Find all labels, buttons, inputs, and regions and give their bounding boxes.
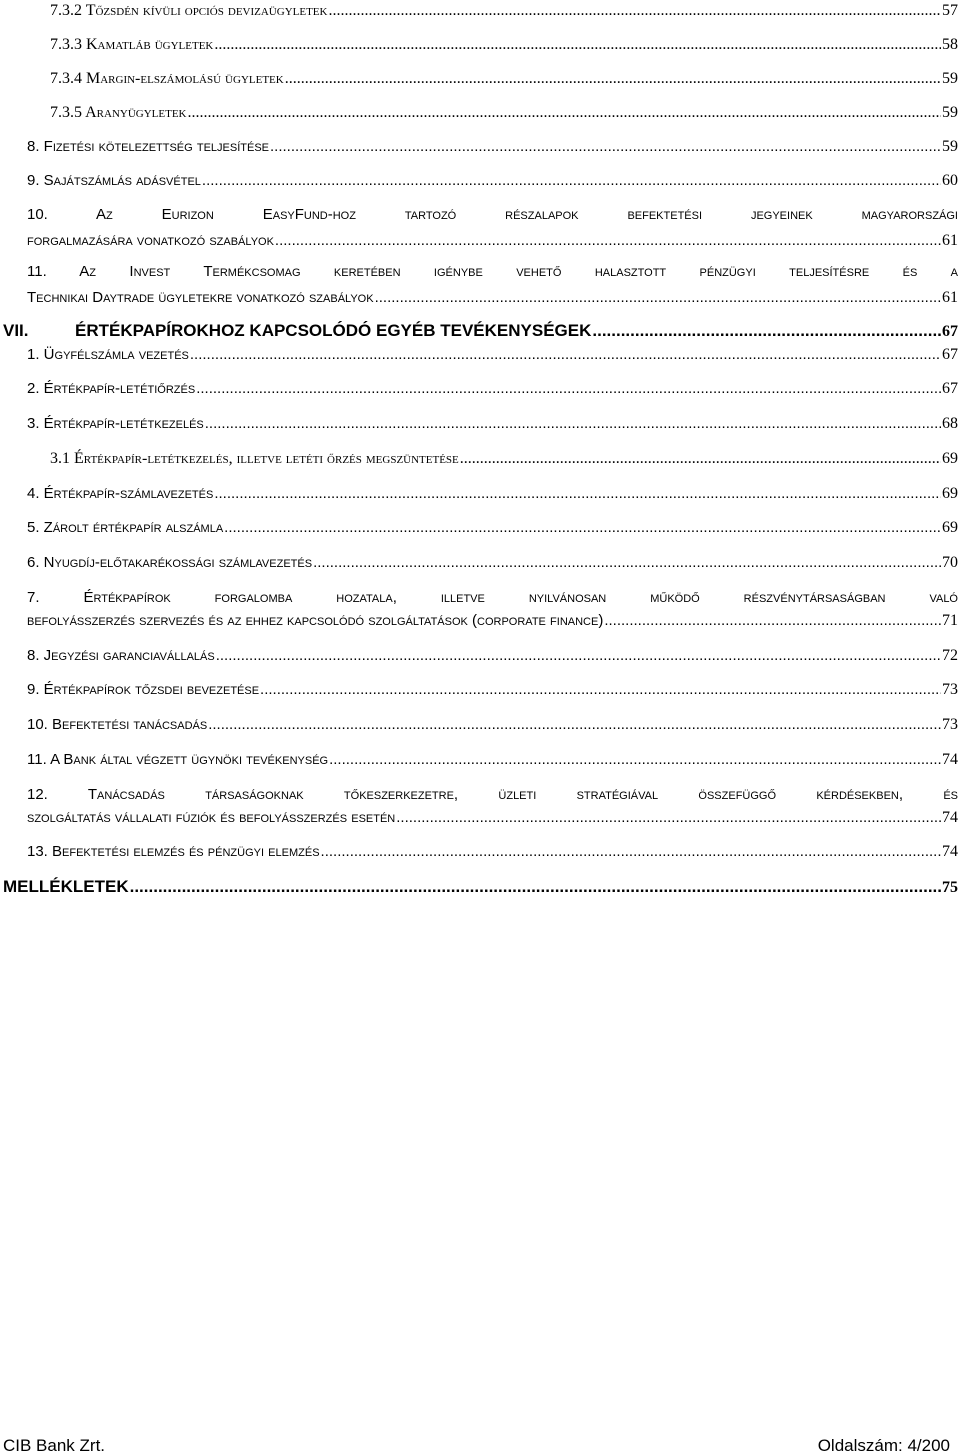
toc-page-number: 70 xyxy=(942,554,958,571)
leader-dots xyxy=(329,751,941,768)
toc-entry-title: 9. Sajátszámlás adásvétel xyxy=(27,172,201,189)
toc-entry-title: 3.1 Értékpapír-letétkezelés, illetve letéti őrzés megszüntetése xyxy=(50,450,459,467)
toc-entry-title-line1: 11. Az Invest Termékcsomag keretében igénybe vehető halasztott pénzügyi teljesítésre és a xyxy=(27,263,958,280)
toc-appendices[interactable] xyxy=(3,877,958,897)
page-footer xyxy=(3,1436,950,1456)
toc-entry-title-line2: Technikai Daytrade ügyletekre vonatkozó szabályok xyxy=(27,289,374,306)
leader-dots xyxy=(313,554,941,571)
toc-entry-8[interactable] xyxy=(27,138,958,156)
toc-entry-title: 7.3.2 Tőzsdén kívüli opciós devizaügyletek xyxy=(50,2,328,19)
toc-entry-title: 8. Jegyzési garanciavállalás xyxy=(27,647,215,664)
leader-dots xyxy=(604,612,941,629)
toc-chapter-vii[interactable] xyxy=(3,321,958,341)
toc-entry-vii-9[interactable] xyxy=(27,681,958,699)
toc-entry-title: 1. Ügyfélszámla vezetés xyxy=(27,346,189,363)
leader-dots xyxy=(214,485,941,502)
toc-page-number: 61 xyxy=(942,232,958,249)
toc-page-number: 58 xyxy=(942,36,958,53)
toc-page-number: 74 xyxy=(942,751,958,768)
chapter-number: VII. xyxy=(3,321,29,340)
toc-entry-title: 11. A Bank által végzett ügynöki tevékenység xyxy=(27,751,329,768)
toc-entry-vii-13[interactable] xyxy=(27,843,958,861)
toc-page-number: 75 xyxy=(942,879,958,896)
leader-dots xyxy=(260,681,941,698)
toc-entry-title: 4. Értékpapír-számlavezetés xyxy=(27,485,214,502)
toc-entry-7-3-5[interactable] xyxy=(50,104,958,122)
toc-entry-title-line1: 10. Az Eurizon EasyFund-hoz tartozó részalapok befektetési jegyeinek magyarországi xyxy=(27,206,958,223)
leader-dots xyxy=(275,232,941,249)
toc-entry-title: 13. Befektetési elemzés és pénzügyi elemzés xyxy=(27,843,320,860)
toc-entry-vii-11[interactable] xyxy=(27,751,958,769)
toc-page-number: 57 xyxy=(942,2,958,19)
toc-entry-title: ÉRTÉKPAPÍROKHOZ KAPCSOLÓDÓ EGYÉB TEVÉKENYSÉGEK xyxy=(75,321,592,340)
toc-entry-title: 5. Zárolt értékpapír alszámla xyxy=(27,519,224,536)
toc-entry-7-3-4[interactable] xyxy=(50,70,958,88)
toc-page-number: 73 xyxy=(942,681,958,698)
toc-page-number: 71 xyxy=(942,612,958,629)
toc-entry-title: 8. Fizetési kötelezettség teljesítése xyxy=(27,138,269,155)
toc-entry-vii-10[interactable] xyxy=(27,716,958,734)
toc-page-number: 60 xyxy=(942,172,958,189)
toc-entry-title-line2: szolgáltatás vállalati fúziók és befolyásszerzés esetén xyxy=(27,809,396,826)
leader-dots xyxy=(224,519,941,536)
leader-dots xyxy=(196,380,941,397)
toc-page-number: 59 xyxy=(942,70,958,87)
toc-entry-title: 9. Értékpapírok tőzsdei bevezetése xyxy=(27,681,260,698)
toc-entry-title: 6. Nyugdíj-előtakarékossági számlavezetés xyxy=(27,554,313,571)
leader-dots xyxy=(214,36,941,54)
toc-entry-vii-1[interactable] xyxy=(27,346,958,364)
toc-entry-9[interactable] xyxy=(27,172,958,190)
toc-page-number: 67 xyxy=(942,380,958,397)
toc-page-number: 67 xyxy=(942,323,958,340)
toc-entry-vii-8[interactable] xyxy=(27,647,958,665)
leader-dots xyxy=(375,289,941,306)
toc-entry-title-line1: 7. Értékpapírok forgalomba hozatala, illetve nyilvánosan működő részvénytársaságban való xyxy=(27,589,958,606)
leader-dots xyxy=(270,138,941,155)
toc-entry-vii-2[interactable] xyxy=(27,380,958,398)
toc-page-number: 72 xyxy=(942,647,958,664)
toc-page-number: 69 xyxy=(942,519,958,536)
toc-entry-11[interactable] xyxy=(27,263,958,307)
toc-entry-vii-3-1[interactable] xyxy=(50,450,958,468)
leader-dots xyxy=(396,809,941,826)
leader-dots xyxy=(460,450,941,468)
toc-entry-title: 7.3.5 Aranyügyletek xyxy=(50,104,187,121)
toc-page-number: 69 xyxy=(942,485,958,502)
toc-entry-vii-6[interactable] xyxy=(27,554,958,572)
toc-page-number: 69 xyxy=(942,450,958,467)
leader-dots xyxy=(190,346,941,363)
toc-page-number: 74 xyxy=(942,843,958,860)
toc-page-number: 67 xyxy=(942,346,958,363)
toc-entry-7-3-3[interactable] xyxy=(50,36,958,54)
toc-page-number: 59 xyxy=(942,104,958,121)
toc-page-number: 59 xyxy=(942,138,958,155)
toc-page-number: 74 xyxy=(942,809,958,826)
toc-entry-vii-4[interactable] xyxy=(27,485,958,503)
leader-dots xyxy=(216,647,941,664)
footer-page-number: Oldalszám: 4/200 xyxy=(817,1436,950,1455)
toc-page-number: 73 xyxy=(942,716,958,733)
toc-entry-vii-7[interactable] xyxy=(27,589,958,630)
leader-dots xyxy=(328,2,941,20)
leader-dots xyxy=(321,843,941,860)
toc-entry-10[interactable] xyxy=(27,206,958,250)
toc-entry-vii-5[interactable] xyxy=(27,519,958,537)
leader-dots xyxy=(130,877,941,897)
toc-entry-title-line1: 12. Tanácsadás társaságoknak tőkeszerkezetre, üzleti stratégiával összefüggő kérdésekben, és xyxy=(27,786,958,803)
toc-entry-title: 7.3.3 Kamatláb ügyletek xyxy=(50,36,214,53)
leader-dots xyxy=(205,415,941,432)
toc-entry-title: 2. Értékpapír-letétiőrzés xyxy=(27,380,196,397)
toc-page-number: 61 xyxy=(942,289,958,306)
leader-dots xyxy=(592,321,941,341)
leader-dots xyxy=(188,104,942,122)
toc-entry-title: MELLÉKLETEK xyxy=(3,877,129,896)
toc-entry-title: 7.3.4 Margin-elszámolású ügyletek xyxy=(50,70,284,87)
leader-dots xyxy=(202,172,941,189)
toc-entry-title-line2: befolyásszerzés szervezés és az ehhez kapcsolódó szolgáltatások (corporate finance) xyxy=(27,612,604,629)
footer-company: CIB Bank Zrt. xyxy=(3,1436,106,1455)
toc-entry-title-line2: forgalmazására vonatkozó szabályok xyxy=(27,232,274,249)
toc-entry-title: 3. Értékpapír-letétkezelés xyxy=(27,415,204,432)
toc-entry-vii-12[interactable] xyxy=(27,786,958,827)
toc-entry-vii-3[interactable] xyxy=(27,415,958,433)
toc-entry-title: 10. Befektetési tanácsadás xyxy=(27,716,208,733)
leader-dots xyxy=(285,70,941,88)
toc-entry-7-3-2[interactable] xyxy=(50,2,958,20)
toc-page-number: 68 xyxy=(942,415,958,432)
leader-dots xyxy=(208,716,941,733)
